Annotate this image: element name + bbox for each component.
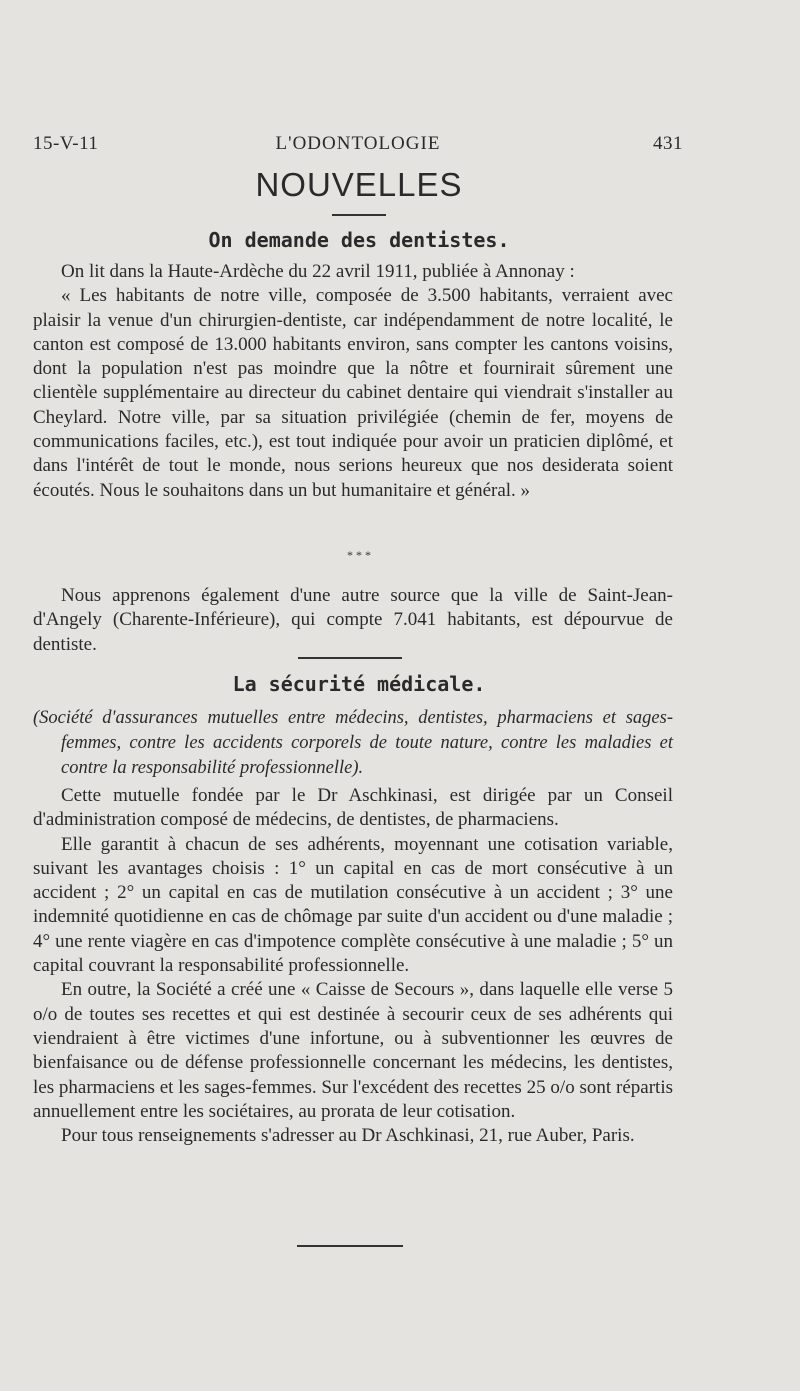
paragraph: Cette mutuelle fondée par le Dr Aschkinasi, est dirigée par un Conseil d'administration composé de médecins, de dentistes, de pharmaciens. [33, 785, 673, 831]
section-subtitle [33, 706, 673, 781]
section-securite-body [33, 784, 673, 1148]
section-heading-dentistes: On demande des dentistes. [208, 228, 510, 252]
issue-date: 15-V-11 [33, 133, 99, 154]
section-divider-rule [298, 657, 402, 659]
end-rule [297, 1245, 403, 1247]
paragraph: En outre, la Société a créé une « Caisse de Secours », dans laquelle elle verse 5 o/o de toutes ses recettes et qui est destinée à secourir ceux de ses adhérents qui viendraient à être victimes d'une infortune, ou à subventionner les œuvres de bienfaisance ou de défense professionnelle concernant les médecins, les dentistes, les pharmaciens et les sages-femmes. Sur l'excédent des recettes 25 o/o sont répartis annuellement entre les sociétaires, au prorata de leur cotisation. [33, 979, 673, 1122]
paragraph: Pour tous renseignements s'adresser au Dr Aschkinasi, 21, rue Auber, Paris. [61, 1125, 635, 1147]
subtitle-text: (Société d'assurances mutuelles entre médecins, dentistes, pharmaciens et sages-femmes, contre les accidents corporels de toute nature, contre les maladies et contre la responsabilité professionnelle). [33, 708, 673, 778]
saint-jean-paragraph-block [33, 584, 673, 657]
title-rule [332, 214, 386, 216]
page-number: 431 [653, 133, 683, 154]
paragraph: Elle garantit à chacun de ses adhérents, moyennant une cotisation variable, suivant les avantages choisis : 1° un capital en cas de mort consécutive à un accident ; 2° un capital en cas de mutilation consécutive à un accident ; 3° une indemnité quotidienne en cas de chômage par suite d'un accident ou d'une maladie ; 4° une rente viagère en cas d'impotence complète consécutive à une maladie ; 5° un capital couvrant la responsabilité professionnelle. [33, 833, 673, 977]
running-head [33, 133, 683, 157]
paragraph: Nous apprenons également d'une autre source que la ville de Saint-Jean-d'Angely (Charente-Inférieure), qui compte 7.041 habitants, est dépourvue de dentiste. [33, 585, 673, 655]
asterism: * * * [347, 548, 371, 562]
quotation-paragraph: « Les habitants de notre ville, composée de 3.500 habitants, verraient avec plaisir la venue d'un chirurgien-dentiste, car indépendamment de notre localité, le canton est composé de 13.000 habitants environ, sans compter les cantons voisins, dont la population n'est pas moindre que la nôtre et fournirait sûrement une clientèle supplémentaire au directeur du cabinet dentaire qui viendrait s'installer au Cheylard. Notre ville, par sa situation privilégiée (chemin de fer, moyens de communications faciles, etc.), est tout indiquée pour avoir un praticien diplômé, et dans l'intérêt de tout le monde, nous serions heureux que nos desiderata soient écoutés. Nous le souhaitons dans un but humanitaire et général. » [33, 285, 673, 501]
section-dentistes-body [33, 260, 673, 503]
page-title: NOUVELLES [255, 166, 463, 203]
paragraph: On lit dans la Haute-Ardèche du 22 avril 1911, publiée à Annonay : [61, 261, 575, 282]
journal-title: L'ODONTOLOGIE [275, 133, 441, 154]
section-heading-securite: La sécurité médicale. [232, 672, 486, 696]
